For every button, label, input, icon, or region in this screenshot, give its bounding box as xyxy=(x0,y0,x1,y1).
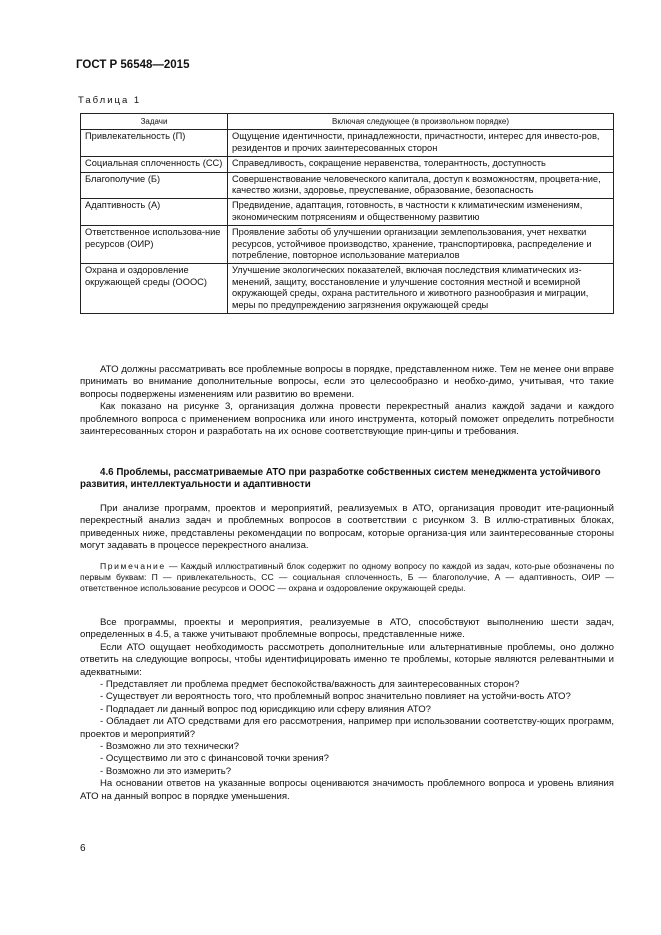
table-cell-description: Совершенствование человеческого капитала, доступ к возможностям, процвета-ние, качество жизни, здоровье, преуспевание, образование, безопасность xyxy=(228,172,614,199)
section-heading: 4.6 Проблемы, рассматриваемые АТО при разработке собственных систем менеджмента устойчивого развития, интеллектуальности и адаптивности xyxy=(80,467,601,491)
table-cell-description: Справедливость, сокращение неравенства, толерантность, доступность xyxy=(228,157,614,172)
table-cell-objective: Социальная сплоченность (СС) xyxy=(81,157,228,172)
paragraph: АТО должны рассматривать все проблемные вопросы в порядке, представленном ниже. Тем не менее они вправе принимать во внимание дополнительные вопросы, если это целесообразно и необхо-димо, учитывая, что такие вопросы подвержены изменениям или развитию во времени. xyxy=(80,364,614,400)
paragraph: Как показано на рисунке 3, организация должна провести перекрестный анализ каждой задачи и каждого проблемного вопроса с применением вопросника или иного инструмента, который поможет определить потребности заинтересованных сторон и разработать на их основе соответствующие прин-ципы и требования. xyxy=(80,401,614,438)
col-header-includes: Включая следующее (в произвольном порядке) xyxy=(228,114,614,130)
standard-header: ГОСТ Р 56548—2015 xyxy=(76,59,190,71)
list-item: - Представляет ли проблема предмет беспокойства/важность для заинтересованных сторон? xyxy=(100,679,520,691)
table-cell-objective: Благополучие (Б) xyxy=(81,172,228,199)
paragraph: При анализе программ, проектов и мероприятий, реализуемых в АТО, организация проводит ите-рационный перекрестный анализ задач и проблемных вопросов в соответствии с рисунком 3. В иллю-стративных блоках, приведенных ниже, представлены рекомендации по вопросам, которые организа-ция или заинтересованные стороны могут задавать в процессе перекрестного анализа. xyxy=(80,503,614,552)
list-item: - Возможно ли это технически? xyxy=(100,741,239,753)
paragraph: На основании ответов на указанные вопросы оцениваются значимость проблемного вопроса и уровень влияния АТО на данный вопрос в порядке уменьшения. xyxy=(80,778,614,802)
table-cell-description: Ощущение идентичности, принадлежности, причастности, интерес для инвесто-ров, резидентов и прочих заинтересованных сторон xyxy=(228,130,614,157)
note-label: Примечание xyxy=(100,561,166,571)
list-item: - Подпадает ли данный вопрос под юрисдикцию или сферу влияния АТО? xyxy=(100,703,432,715)
page-number: 6 xyxy=(80,843,86,854)
table-cell-description: Предвидение, адаптация, готовность, в частности к климатическим изменениям, экономическим потрясениям и общественному развитию xyxy=(228,199,614,226)
list-item: - Возможно ли это измерить? xyxy=(100,765,232,777)
note-paragraph xyxy=(80,561,614,594)
table-row xyxy=(81,199,614,226)
table-cell-objective: Ответственное использова-ние ресурсов (ОИР) xyxy=(81,226,228,264)
table-cell-description: Проявление заботы об улучшении организации землепользования, учет нехватки ресурсов, устойчивое производство, хранение, транспортировка, распределение и потребление, повторное использование материалов xyxy=(228,226,614,264)
paragraph: Все программы, проекты и мероприятия, реализуемые в АТО, способствуют выполнению шести задач, определенных в 4.5, а также учитывают проблемные вопросы, представленные ниже. xyxy=(80,617,614,641)
body-block-3 xyxy=(80,617,614,803)
list-item: - Существует ли вероятность того, что проблемный вопрос значительно повлияет на устойчи-вость АТО? xyxy=(100,691,571,703)
table-row xyxy=(81,130,614,157)
list-item: - Осуществимо ли это с финансовой точки зрения? xyxy=(100,753,329,765)
col-header-objectives: Задачи xyxy=(81,114,228,130)
table-caption: Таблица 1 xyxy=(78,95,142,106)
table-header-row xyxy=(81,114,614,130)
table-row xyxy=(81,172,614,199)
table-row xyxy=(81,157,614,172)
note-block xyxy=(80,561,614,594)
body-block-1 xyxy=(80,364,614,438)
list-item: - Обладает ли АТО средствами для его рассмотрения, например при использовании соответству-ющих программ, проектов и мероприятий? xyxy=(80,716,614,740)
table-cell-objective: Привлекательность (П) xyxy=(81,130,228,157)
objectives-table xyxy=(80,113,614,314)
paragraph: Если АТО ощущает необходимость рассмотреть дополнительные или альтернативные проблемы, оно должно ответить на следующие вопросы, чтобы идентифицировать именно те проблемы, которые являются релевантными и адекватными: xyxy=(80,641,614,678)
table-cell-objective: Адаптивность (А) xyxy=(81,199,228,226)
table-cell-objective: Охрана и оздоровление окружающей среды (ОООС) xyxy=(81,264,228,314)
note-text: — Каждый иллюстративный блок содержит по одному вопросу по каждой из задач, кото-рые обозначены по первым буквам: П — привлекательность, СС — социальная сплоченность, Б — благополучие, А — адаптивность, ОИР — ответственное использование ресурсов и ОООС — охрана и оздоровление окружающей среды. xyxy=(80,561,614,593)
table-row xyxy=(81,264,614,314)
table-row xyxy=(81,226,614,264)
table-cell-description: Улучшение экологических показателей, включая последствия климатических из-менений, защиту, восстановление и улучшение состояния местной и всемирной окружающей среды, охрана растительного и животного разнообразия и миграции, меры по предупреждению загрязнения окружающей среды xyxy=(228,264,614,314)
body-block-2 xyxy=(80,503,614,553)
